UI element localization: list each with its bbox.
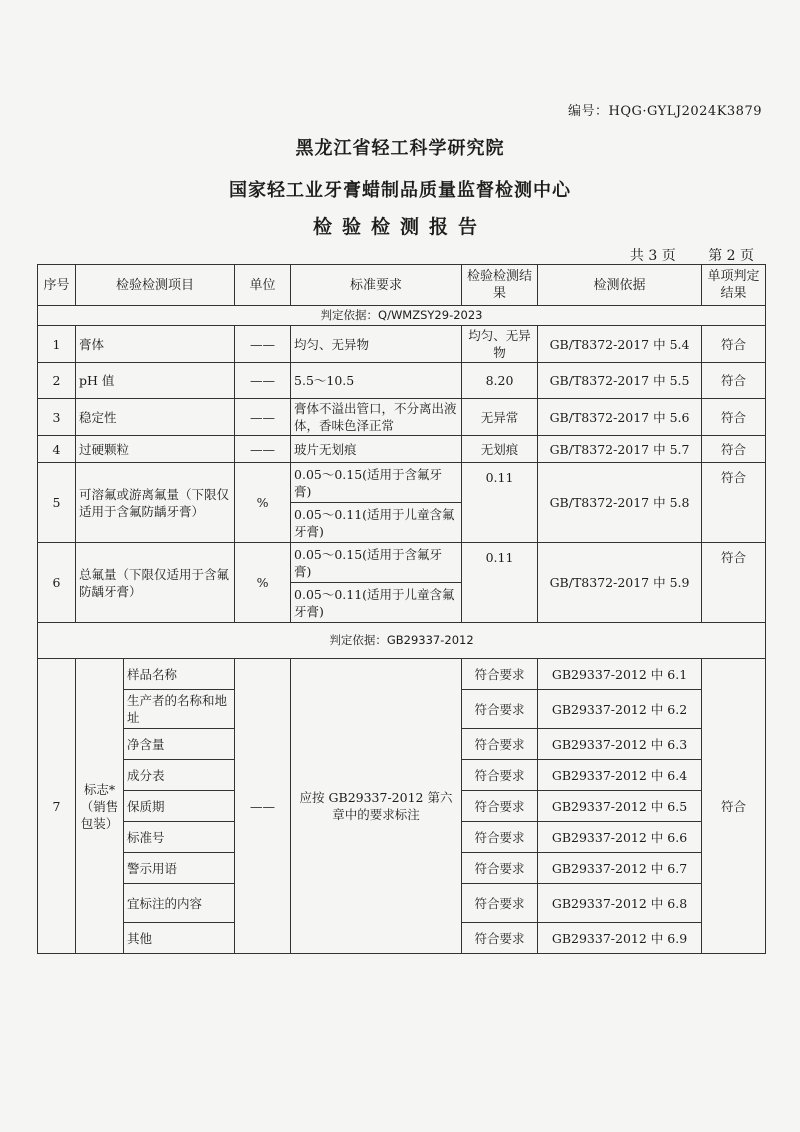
- basis-2: 判定依据：GB29337-2012: [38, 623, 766, 659]
- row-conclusion: 符合: [702, 399, 766, 436]
- subitem-basis: GB29337-2012 中 6.3: [538, 729, 702, 760]
- header-result: 检验检测结果: [462, 265, 538, 306]
- report-title: 检验检测报告: [312, 216, 487, 238]
- row-group: 标志*（销售包装）: [76, 659, 124, 954]
- basis-row: [38, 306, 766, 326]
- page-info: [624, 245, 754, 265]
- header-seq: 序号: [38, 265, 76, 306]
- row-seq: 1: [38, 326, 76, 363]
- row-conclusion: 符合: [702, 436, 766, 463]
- subitem-result: 符合要求: [462, 923, 538, 954]
- subitem-result: 符合要求: [462, 729, 538, 760]
- row-standard: 玻片无划痕: [291, 436, 462, 463]
- subitem-name: 成分表: [124, 760, 235, 791]
- page-total: 共 3 页: [629, 248, 676, 264]
- header-basis: 检测依据: [538, 265, 702, 306]
- table-header-row: [38, 265, 766, 306]
- row-conclusion: 符合: [702, 463, 766, 543]
- basis-row: [38, 623, 766, 659]
- row-item: pH 值: [76, 363, 235, 399]
- subitem-basis: GB29337-2012 中 6.6: [538, 822, 702, 853]
- subitem-name: 保质期: [124, 791, 235, 822]
- row-standard: 均匀、无异物: [291, 326, 462, 363]
- row-seq: 4: [38, 436, 76, 463]
- row-conclusion: 符合: [702, 326, 766, 363]
- subitem-name: 宜标注的内容: [124, 884, 235, 923]
- subitem-basis: GB29337-2012 中 6.9: [538, 923, 702, 954]
- row-standard: 5.5～10.5: [291, 363, 462, 399]
- subitem-result: 符合要求: [462, 659, 538, 690]
- row-standard: 0.05～0.11(适用于儿童含氟牙膏): [291, 503, 462, 543]
- row-result: 8.20: [462, 363, 538, 399]
- row-item: 过硬颗粒: [76, 436, 235, 463]
- row-seq: 7: [38, 659, 76, 954]
- subitem-result: 符合要求: [462, 760, 538, 791]
- row-basis: GB/T8372-2017 中 5.8: [538, 463, 702, 543]
- row-seq: 5: [38, 463, 76, 543]
- document-number: 编号：HQG·GYLJ2024K3879: [568, 104, 762, 119]
- subitem-name: 标准号: [124, 822, 235, 853]
- header-unit: 单位: [235, 265, 291, 306]
- row-result: 无划痕: [462, 436, 538, 463]
- row-item: 膏体: [76, 326, 235, 363]
- row-standard: 0.05～0.11(适用于儿童含氟牙膏): [291, 583, 462, 623]
- row-conclusion: 符合: [702, 659, 766, 954]
- row-item: 可溶氟或游离氟量（下限仅适用于含氟防龋牙膏）: [76, 463, 235, 543]
- row-standard: 0.05～0.15(适用于含氟牙膏): [291, 543, 462, 583]
- row-unit: %: [235, 463, 291, 543]
- center-title: 国家轻工业牙膏蜡制品质量监督检测中心: [229, 180, 571, 201]
- row-item: 总氟量（下限仅适用于含氟防龋牙膏）: [76, 543, 235, 623]
- row-unit: ——: [235, 399, 291, 436]
- header-item: 检验检测项目: [76, 265, 235, 306]
- subitem-basis: GB29337-2012 中 6.8: [538, 884, 702, 923]
- header-standard: 标准要求: [291, 265, 462, 306]
- subitem-basis: GB29337-2012 中 6.1: [538, 659, 702, 690]
- row-basis: GB/T8372-2017 中 5.6: [538, 399, 702, 436]
- row-conclusion: 符合: [702, 543, 766, 623]
- subitem-basis: GB29337-2012 中 6.4: [538, 760, 702, 791]
- row-unit: ——: [235, 659, 291, 954]
- header-conclusion: 单项判定结果: [702, 265, 766, 306]
- table-row: [38, 326, 766, 363]
- table-row: [38, 399, 766, 436]
- org-title: 黑龙江省轻工科学研究院: [295, 138, 505, 159]
- subitem-result: 符合要求: [462, 822, 538, 853]
- subitem-basis: GB29337-2012 中 6.5: [538, 791, 702, 822]
- subitem-basis: GB29337-2012 中 6.2: [538, 690, 702, 729]
- basis-1: 判定依据：Q/WMZSY29-2023: [38, 306, 766, 326]
- row-standard: 膏体不溢出管口，不分离出液体，香味色泽正常: [291, 399, 462, 436]
- subitem-result: 符合要求: [462, 853, 538, 884]
- row-unit: ——: [235, 436, 291, 463]
- row-result: 无异常: [462, 399, 538, 436]
- row-result: 0.11: [462, 463, 538, 543]
- row-standard: 应按 GB29337-2012 第六章中的要求标注: [291, 659, 462, 954]
- table-row: [38, 363, 766, 399]
- row-conclusion: 符合: [702, 363, 766, 399]
- subitem-result: 符合要求: [462, 884, 538, 923]
- row-basis: GB/T8372-2017 中 5.5: [538, 363, 702, 399]
- subitem-name: 净含量: [124, 729, 235, 760]
- row-result: 0.11: [462, 543, 538, 623]
- subitem-name: 生产者的名称和地址: [124, 690, 235, 729]
- row-standard: 0.05～0.15(适用于含氟牙膏): [291, 463, 462, 503]
- table-row: [38, 436, 766, 463]
- inspection-table: [37, 264, 766, 954]
- subitem-name: 样品名称: [124, 659, 235, 690]
- row-seq: 3: [38, 399, 76, 436]
- subitem-name: 警示用语: [124, 853, 235, 884]
- row-basis: GB/T8372-2017 中 5.7: [538, 436, 702, 463]
- row-unit: %: [235, 543, 291, 623]
- row-unit: ——: [235, 326, 291, 363]
- table-row: [38, 463, 766, 503]
- row-seq: 6: [38, 543, 76, 623]
- subitem-result: 符合要求: [462, 791, 538, 822]
- table-row: [38, 543, 766, 583]
- row-result: 均匀、无异物: [462, 326, 538, 363]
- table-row: [38, 659, 766, 690]
- page-current: 第 2 页: [708, 248, 754, 264]
- row-basis: GB/T8372-2017 中 5.4: [538, 326, 702, 363]
- row-seq: 2: [38, 363, 76, 399]
- subitem-name: 其他: [124, 923, 235, 954]
- subitem-basis: GB29337-2012 中 6.7: [538, 853, 702, 884]
- subitem-result: 符合要求: [462, 690, 538, 729]
- row-item: 稳定性: [76, 399, 235, 436]
- row-basis: GB/T8372-2017 中 5.9: [538, 543, 702, 623]
- row-unit: ——: [235, 363, 291, 399]
